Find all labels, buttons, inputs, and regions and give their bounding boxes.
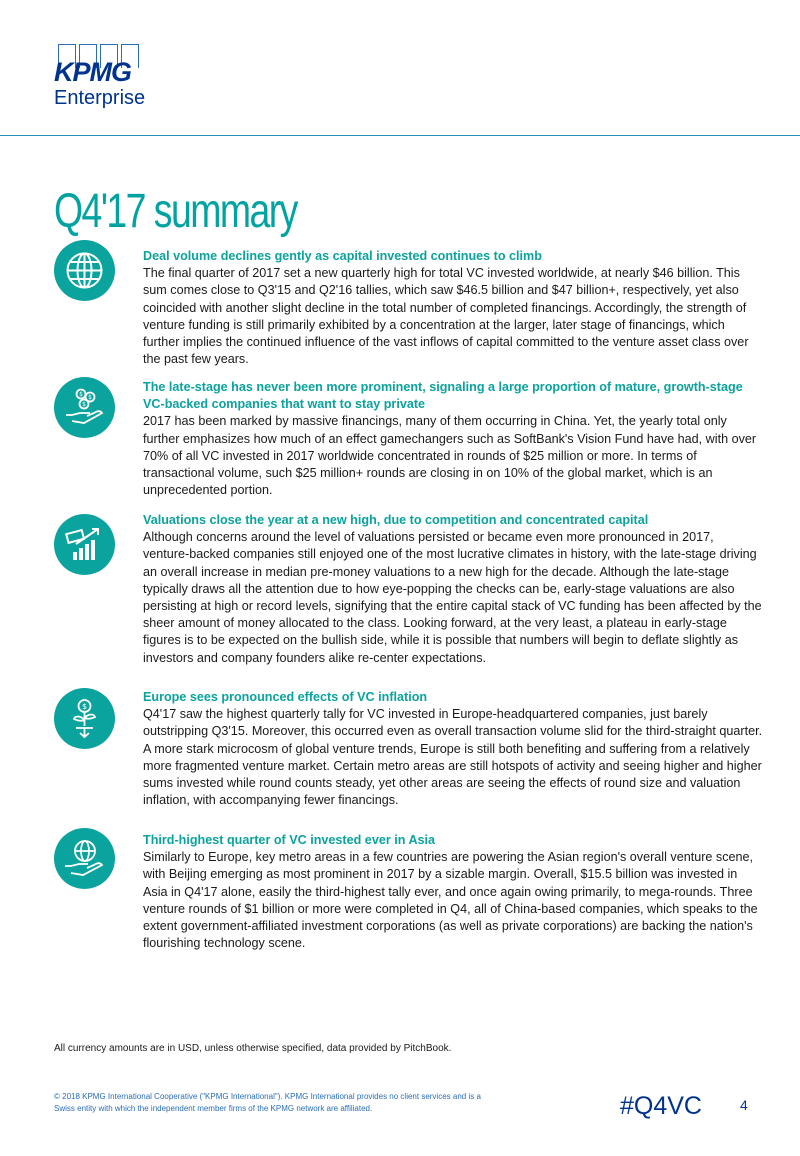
logo-brand: KPMG (54, 57, 131, 87)
section-valuations (143, 512, 763, 667)
hand-coins-icon (54, 377, 115, 438)
svg-text:$: $ (79, 391, 83, 398)
globe-icon (54, 240, 115, 301)
money-plant-icon (54, 688, 115, 749)
section-body: 2017 has been marked by massive financings, many of them occurring in China. Yet, the yearly total only further emphasizes how much of an effect gamechangers such as SoftBank's Vision Fund have had, with over 70% of all VC invested in 2017 worldwide concentrated in rounds of $25 million or more. In terms of transactional volume, such $25 million+ rounds are closing in on 10% of the global market, which is an unprecedented portion. (143, 414, 757, 498)
svg-text:$: $ (81, 702, 88, 711)
section-heading: Europe sees pronounced effects of VC inflation (143, 690, 428, 704)
section-heading: Valuations close the year at a new high, due to competition and concentrated capital (143, 513, 649, 527)
page-title: Q4'17 summary (54, 185, 297, 239)
svg-text:$: $ (82, 401, 86, 408)
section-body: Although concerns around the level of valuations persisted or became even more pronounced in 2017, venture-backed companies still enjoyed one of the most lucrative climates in history, with the late-stage driving an overall increase in median pre-money valuations to a new high for the decade. Although the late-stage typically draws all the attention due to how eye-popping the checks can be, early-stage valuations are also persisting at high or record levels, signifying that the entire capital stack of VC funding has been affected by the sheer amount of money allocated to the class. Looking forward, at the very least, a plateau in early-stage figures is to be expected on the bullish side, while it is possible that numbers will begin to deflate slightly as investors and company founders alike re-center expectations. (143, 530, 762, 665)
section-asia (143, 832, 763, 952)
page-number: 4 (740, 1097, 748, 1113)
hand-globe-icon (54, 828, 115, 889)
footnote: All currency amounts are in USD, unless otherwise specified, data provided by PitchBook. (54, 1043, 452, 1054)
section-body: Similarly to Europe, key metro areas in a few countries are powering the Asian region's overall venture scene, with Beijing emerging as most prominent in 2017 by a sizable margin. Overall, $15.5 billion was invested in Asia in Q4'17 alone, easily the third-highest tally ever, and once again owing primarily, to mega-rounds. Three venture rounds of $1 billion or more were completed in Q4, all of China-based companies, which speaks to the extent government-affiliated investment corporations (as well as private corporations) are backing the nation's flourishing technology scene. (143, 850, 758, 951)
hashtag: #Q4VC (620, 1092, 702, 1120)
section-body: Q4'17 saw the highest quarterly tally for VC invested in Europe-headquartered companies, just barely outstripping Q3'15. Moreover, this occurred even as overall transaction volume slid for the third-straight quarter. A more stark microcosm of global venture trends, Europe is still both benefiting and suffering from a relatively more fragmented venture market. Certain metro areas are still hotspots of activity and seeing higher and higher sums invested while round counts steady, yet other areas are seeing the effects of round size and valuation inflation, with accompanying fewer financings. (143, 707, 763, 808)
logo-subtitle: Enterprise (54, 87, 146, 109)
section-europe (143, 689, 763, 809)
svg-text:$: $ (88, 394, 92, 401)
section-heading: The late-stage has never been more prominent, signaling a large proportion of mature, growth-stage VC-backed companies that want to stay private (143, 380, 743, 412)
header-divider (0, 135, 800, 136)
section-heading: Third-highest quarter of VC invested ever in Asia (143, 833, 436, 847)
copyright-notice: © 2018 KPMG International Cooperative ("KPMG International"). KPMG International provides no client services and is a Swiss entity with which the independent member firms of the KPMG network are affiliated. (54, 1092, 481, 1113)
section-late-stage (143, 379, 763, 499)
money-growth-chart-icon (54, 514, 115, 575)
section-deal-volume (143, 248, 763, 368)
section-body: The final quarter of 2017 set a new quarterly high for total VC invested worldwide, at nearly $46 billion. This sum comes close to Q3'15 and Q2'16 tallies, which saw $46.5 billion and $47 billion+, respectively, yet also coincided with another slight decline in the total number of completed financings. Accordingly, the strength of venture funding is still primarily exhibited by a concentration at the larger, later stage of financings, which further implies the continued influence of the vast inflows of capital committed to the venture asset class over the past few years. (143, 266, 749, 367)
section-heading: Deal volume declines gently as capital invested continues to climb (143, 249, 542, 263)
